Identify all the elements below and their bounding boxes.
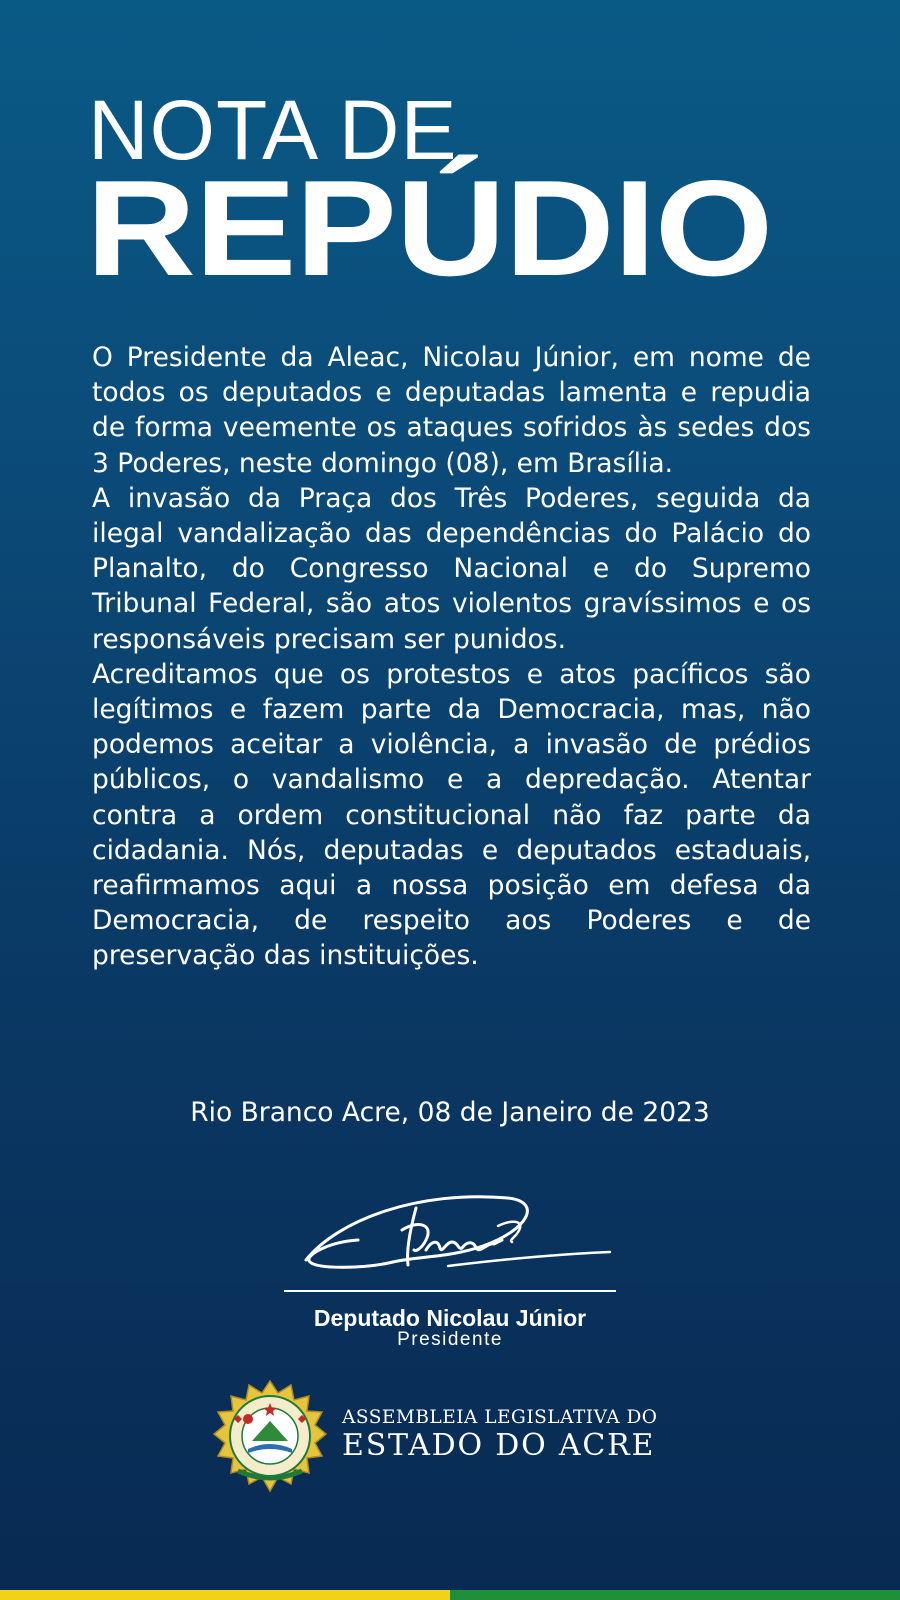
statement-paragraph-2: A invasão da Praça dos Três Poderes, seguida da ilegal vandalização das dependências do Palácio do Planalto, do Congresso Nacional e do Supremo Tribunal Federal, são atos violentos gravíssimos e os responsáveis precisam ser punidos.: [92, 482, 811, 655]
signer-role: Presidente: [397, 1329, 503, 1350]
statement-body: [92, 340, 811, 974]
institution-name-line-2: ESTADO DO ACRE: [342, 1428, 656, 1463]
date-line: Rio Branco Acre, 08 de Janeiro de 2023: [190, 1097, 710, 1128]
title-line-1: NOTA DE: [88, 83, 458, 177]
signer-name: Deputado Nicolau Júnior: [313, 1305, 587, 1331]
title-line-2: REPÚDIO: [86, 152, 773, 304]
statement-paragraph-1: O Presidente da Aleac, Nicolau Júnior, em nome de todos os deputados e deputadas lamenta e repudia de forma veemente os ataques sofridos às sedes dos 3 Poderes, neste domingo (08), em Brasília.: [92, 342, 811, 479]
flag-stripe-yellow: [0, 1590, 450, 1600]
institution-name-line-1: ASSEMBLEIA LEGISLATIVA DO: [342, 1407, 658, 1428]
signature-image: [298, 1190, 618, 1290]
flag-stripe-green: [450, 1590, 900, 1600]
coat-of-arms-seal-icon: [212, 1379, 328, 1495]
signature-rule: [284, 1290, 616, 1292]
statement-paragraph-3: Acreditamos que os protestos e atos pacíficos são legítimos e fazem parte da Democracia, mas, não podemos aceitar a violência, a invasão de prédios públicos, o vandalismo e a depredação. Atentar contra a ordem constitucional não faz parte da cidadania. Nós, deputadas e deputados estaduais, reafirmamos aqui a nossa posição em defesa da Democracia, de respeito aos Poderes e de preservação das instituições.: [92, 658, 811, 972]
